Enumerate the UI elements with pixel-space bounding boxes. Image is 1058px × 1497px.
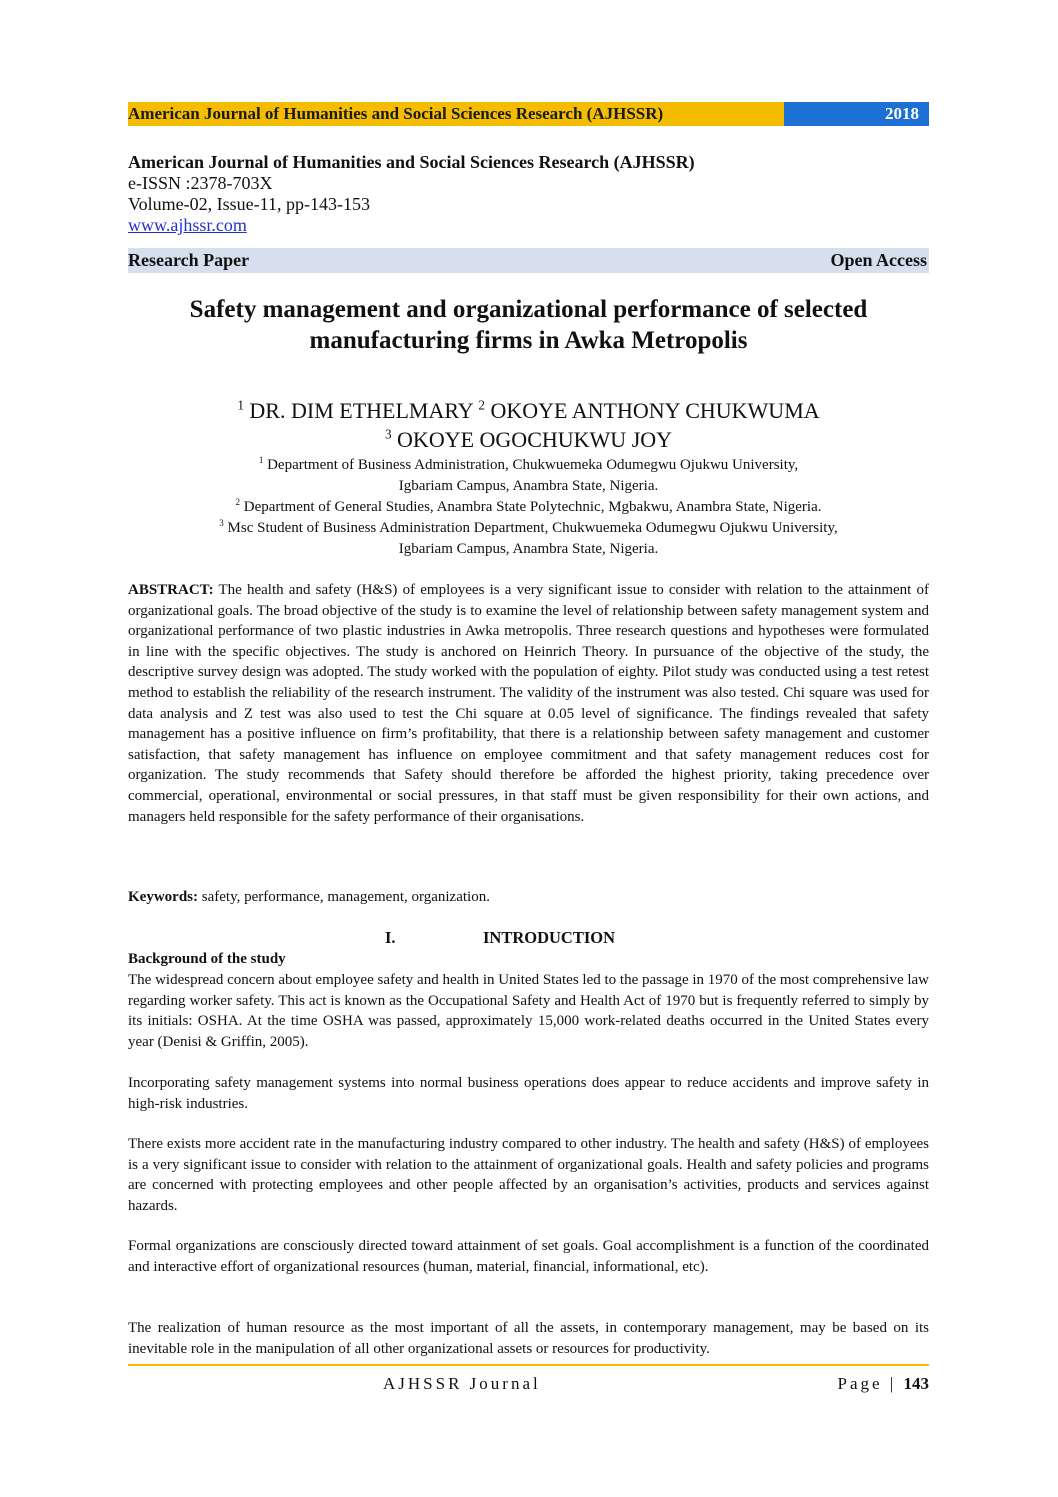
author-list xyxy=(128,396,929,454)
author-3-name: OKOYE OGOCHUKWU JOY xyxy=(391,427,673,452)
journal-issn: e-ISSN :2378-703X xyxy=(128,173,273,193)
author-2-name: OKOYE ANTHONY CHUKWUMA xyxy=(484,398,820,423)
footer-page xyxy=(838,1373,929,1395)
author-1-name: DR. DIM ETHELMARY xyxy=(243,398,479,423)
keywords xyxy=(128,887,929,908)
journal-volume: Volume-02, Issue-11, pp-143-153 xyxy=(128,194,370,214)
abstract-text: The health and safety (H&S) of employees is a very significant issue to consider with relation to the attainment of organizational goals. The broad objective of the study is to examine the level of relationship between safety management system and organizational performance of two plastic industries in Awka metropolis. Three research questions and hypotheses were formulated in line with the specific objectives. The study is anchored on Heinrich Theory. In pursuance of the objective of the study, the descriptive survey design was adopted. The study worked with the population of eighty. Pilot study was conducted using a test retest method to establish the reliability of the research instrument. The validity of the instrument was also tested. Chi square was used for data analysis and Z test was also used to test the Chi square at 0.05 level of significance. The findings revealed that safety management has a positive influence on firm’s profitability, that there is a relationship between safety management and customer satisfaction, that safety management has influence on employee commitment and that safety management reduces cost for organization. The study recommends that Safety should therefore be afforded the highest priority, taking precedence over commercial, operational, environmental or social pressures, in that staff must be given responsibility for their own actions, and managers held responsible for the safety performance of their organisations. xyxy=(128,582,929,825)
affiliation-3-mark: 3 xyxy=(219,518,224,528)
affiliation-1-line-2: Igbariam Campus, Anambra State, Nigeria. xyxy=(398,478,659,494)
paper-page xyxy=(128,0,929,1497)
footer-journal: AJHSSR Journal xyxy=(383,1374,541,1393)
affiliation-3-line-2: Igbariam Campus, Anambra State, Nigeria. xyxy=(398,541,659,557)
author-2-mark: 2 xyxy=(478,397,485,413)
journal-info xyxy=(128,152,929,236)
affiliation-2-mark: 2 xyxy=(235,497,240,507)
affiliation-1-line-1: Department of Business Administration, Chukwuemeka Odumegwu Ojukwu University, xyxy=(263,457,799,473)
journal-name: American Journal of Humanities and Social Sciences Research (AJHSSR) xyxy=(128,152,695,172)
affiliation-3-line-1: Msc Student of Business Administration Department, Chukwuemeka Odumegwu Ojukwu University, xyxy=(223,520,838,536)
paper-type-label: Research Paper xyxy=(128,250,250,270)
body-paragraph-5: The realization of human resource as the most important of all the assets, in contemporary management, may be based on its inevitable role in the manipulation of all other organizational assets or resources for productivity. xyxy=(128,1320,929,1357)
section-title: INTRODUCTION xyxy=(483,928,616,947)
author-3-mark: 3 xyxy=(384,426,392,442)
affiliation-2-line-1: Department of General Studies, Anambra State Polytechnic, Mgbakwu, Anambra State, Nigeria. xyxy=(239,499,822,515)
open-access-label: Open Access xyxy=(830,250,927,270)
paper-title-line-2: manufacturing firms in Awka Metropolis xyxy=(309,327,748,354)
paper-type-bar xyxy=(128,248,929,273)
footer-page-number: 143 xyxy=(903,1374,929,1393)
abstract-label: ABSTRACT: xyxy=(128,582,214,598)
keywords-text: safety, performance, management, organization. xyxy=(198,889,490,905)
footer-divider xyxy=(128,1364,929,1366)
body-paragraph-4: Formal organizations are consciously directed toward attainment of set goals. Goal accomplishment is a function of the coordinated and interactive effort of organizational resources (human, material, financial, informational, etc). xyxy=(128,1238,929,1275)
running-header xyxy=(128,102,929,126)
running-header-year: 2018 xyxy=(784,102,929,126)
footer-page-label: Page | xyxy=(837,1374,904,1393)
abstract xyxy=(128,580,929,827)
body-paragraph-3: There exists more accident rate in the manufacturing industry compared to other industry. The health and safety (H&S) of employees is a very significant issue to consider with relation to the attainment of organizational goals. Health and safety policies and programs are concerned with protecting employees and other people affected by an organisation’s activities, products and services against hazards. xyxy=(128,1136,929,1214)
body-paragraph-2: Incorporating safety management systems into normal business operations does appear to reduce accidents and improve safety in high-risk industries. xyxy=(128,1075,929,1112)
subsection-heading: Background of the study xyxy=(128,951,286,967)
affiliations xyxy=(128,455,929,560)
running-header-journal: American Journal of Humanities and Social Sciences Research (AJHSSR) xyxy=(128,102,784,126)
section-number: I. xyxy=(385,928,396,947)
author-1-mark: 1 xyxy=(237,397,244,413)
paper-title xyxy=(128,294,929,356)
body-paragraph-1: The widespread concern about employee safety and health in United States led to the passage in 1970 of the most comprehensive law regarding worker safety. This act is known as the Occupational Safety and Health Act of 1970 but is frequently referred to simply by its initials: OSHA. At the time OSHA was passed, approximately 15,000 work-related deaths occurred in the United States every year (Denisi & Griffin, 2005). xyxy=(128,972,930,1050)
paper-title-line-1: Safety management and organizational performance of selected xyxy=(189,296,868,323)
journal-url-link[interactable]: www.ajhssr.com xyxy=(128,215,247,235)
affiliation-1-mark: 1 xyxy=(258,455,264,465)
keywords-label: Keywords: xyxy=(128,889,198,905)
